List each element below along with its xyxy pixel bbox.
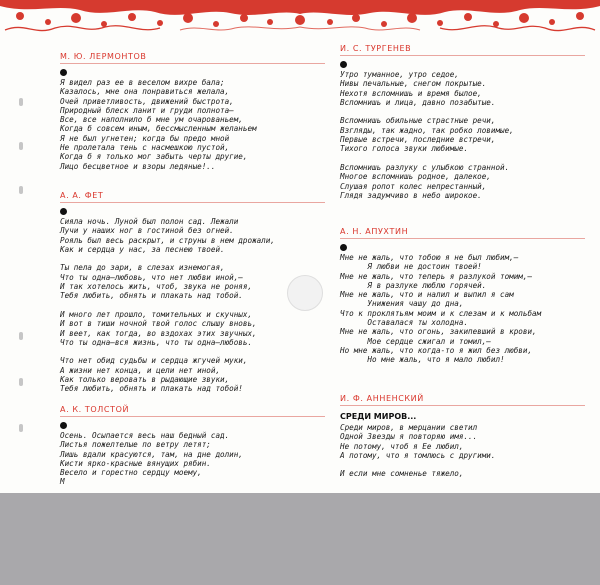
spindle-hole bbox=[287, 275, 323, 311]
poem-text: Я видел раз ее в веселом вихре бала; Казалось, мне она понравиться желала, Очей приветливость, движений быстрота, Природный блеск ланит и груди полнота— Все, все наполнило б мне ум очарованьем, Когда б совсем иным, бессмысленным желаньем Я не был угнетен; когда бы предо мной Не пролетала тень с насмешкою пустой, Когда б я только мог забыть черты другие, Лицо бесцветное и взоры ледяные!.. bbox=[60, 78, 257, 171]
section-annensky bbox=[340, 394, 496, 479]
bullet-icon bbox=[340, 244, 347, 251]
poem-text: Мне не жаль, что тобою я не был любим,— Я любви не достоин твоей! Мне не жаль, что теперь я разлукой томим,— Я в разлуке люблю горячей. Мне не жаль, что и налил и выпил я сам Унижения чашу до дна, Что к проклятьям моим и к слезам и к мольбам Оставалася ты холодна. Мне не жаль, что огонь, закипевший в крови, Мое сердце сжигал и томил,— Но мне жаль, что когда-то я жил без любви, Но мне жаль, что я мало любил! bbox=[340, 253, 542, 365]
bullet-icon bbox=[60, 208, 67, 215]
section-turgenev bbox=[340, 44, 514, 200]
author-heading: М. Ю. ЛЕРМОНТОВ bbox=[60, 52, 147, 61]
author-heading: И. Ф. АННЕНСКИЙ bbox=[340, 394, 424, 403]
bullet-icon bbox=[60, 69, 67, 76]
bullet-icon bbox=[60, 422, 67, 429]
poem-text: Сияла ночь. Луной был полон сад. Лежали Лучи у наших ног в гостиной без огней. Рояль был весь раскрыт, и струны в нем дрожали, Как и сердца у нас, за песнею твоей. Ты пела до зари, в слезах изнемогая, Что ты одна—любовь, что нет любви иной,— И так хотелось жить, чтоб, звука не роняя, Тебя любить, обнять и плакать над тобой. И много лет прошло, томительных и скучных, И вот в тиши ночной твой голос слышу вновь, И веет, как тогда, во вздохах этих звучных, Что ты одна—вся жизнь, что ты одна—любовь. Что нет обид судьбы и сердца жгучей муки, А жизни нет конца, и цели нет иной, Как только веровать в рыдающие звуки, Тебя любить, обнять и плакать над тобой! bbox=[60, 217, 275, 394]
floral-ornament-border bbox=[0, 0, 600, 40]
author-heading: А. А. ФЕТ bbox=[60, 191, 104, 200]
section-apukhtin bbox=[340, 227, 542, 365]
bullet-icon bbox=[340, 61, 347, 68]
divider bbox=[60, 63, 325, 64]
section-lermontov bbox=[60, 52, 257, 171]
section-tolstoy bbox=[60, 405, 243, 487]
author-heading: А. К. ТОЛСТОЙ bbox=[60, 405, 130, 414]
divider bbox=[340, 405, 585, 406]
poem-text: Утро туманное, утро седое, Нивы печальные, снегом покрытые. Нехотя вспомнишь и время былое, Вспомнишь и лица, давно позабытые. Вспомнишь обильные страстные речи, Взгляды, так жадно, так робко ловимые, Первые встречи, последние встречи, Тихого голоса звуки любимые. Вспомнишь разлуку с улыбкою странной. Многое вспомнишь родное, далекое, Слушая ропот колес непрестанный, Глядя задумчиво в небо широкое. bbox=[340, 70, 514, 200]
poem-text: Осень. Осыпается весь наш бедный сад. Листья пожелтелые по ветру летят; Лишь вдали красуются, там, на дне долин, Кисти ярко-красные вянущих рябин. Весело и горестно сердцу моему, М bbox=[60, 431, 243, 487]
divider bbox=[340, 238, 585, 239]
author-heading: А. Н. АПУХТИН bbox=[340, 227, 409, 236]
divider bbox=[340, 55, 585, 56]
poem-title: СРЕДИ МИРОВ... bbox=[340, 412, 417, 421]
author-heading: И. С. ТУРГЕНЕВ bbox=[340, 44, 412, 53]
divider bbox=[60, 416, 325, 417]
section-fet bbox=[60, 191, 275, 394]
poem-text: Среди миров, в мерцании светил Одной Звезды я повторяю имя... Не потому, чтоб я Ее любил, А потому, что я томлюсь с другими. И если мне сомненье тяжело, bbox=[340, 423, 496, 479]
divider bbox=[60, 202, 325, 203]
